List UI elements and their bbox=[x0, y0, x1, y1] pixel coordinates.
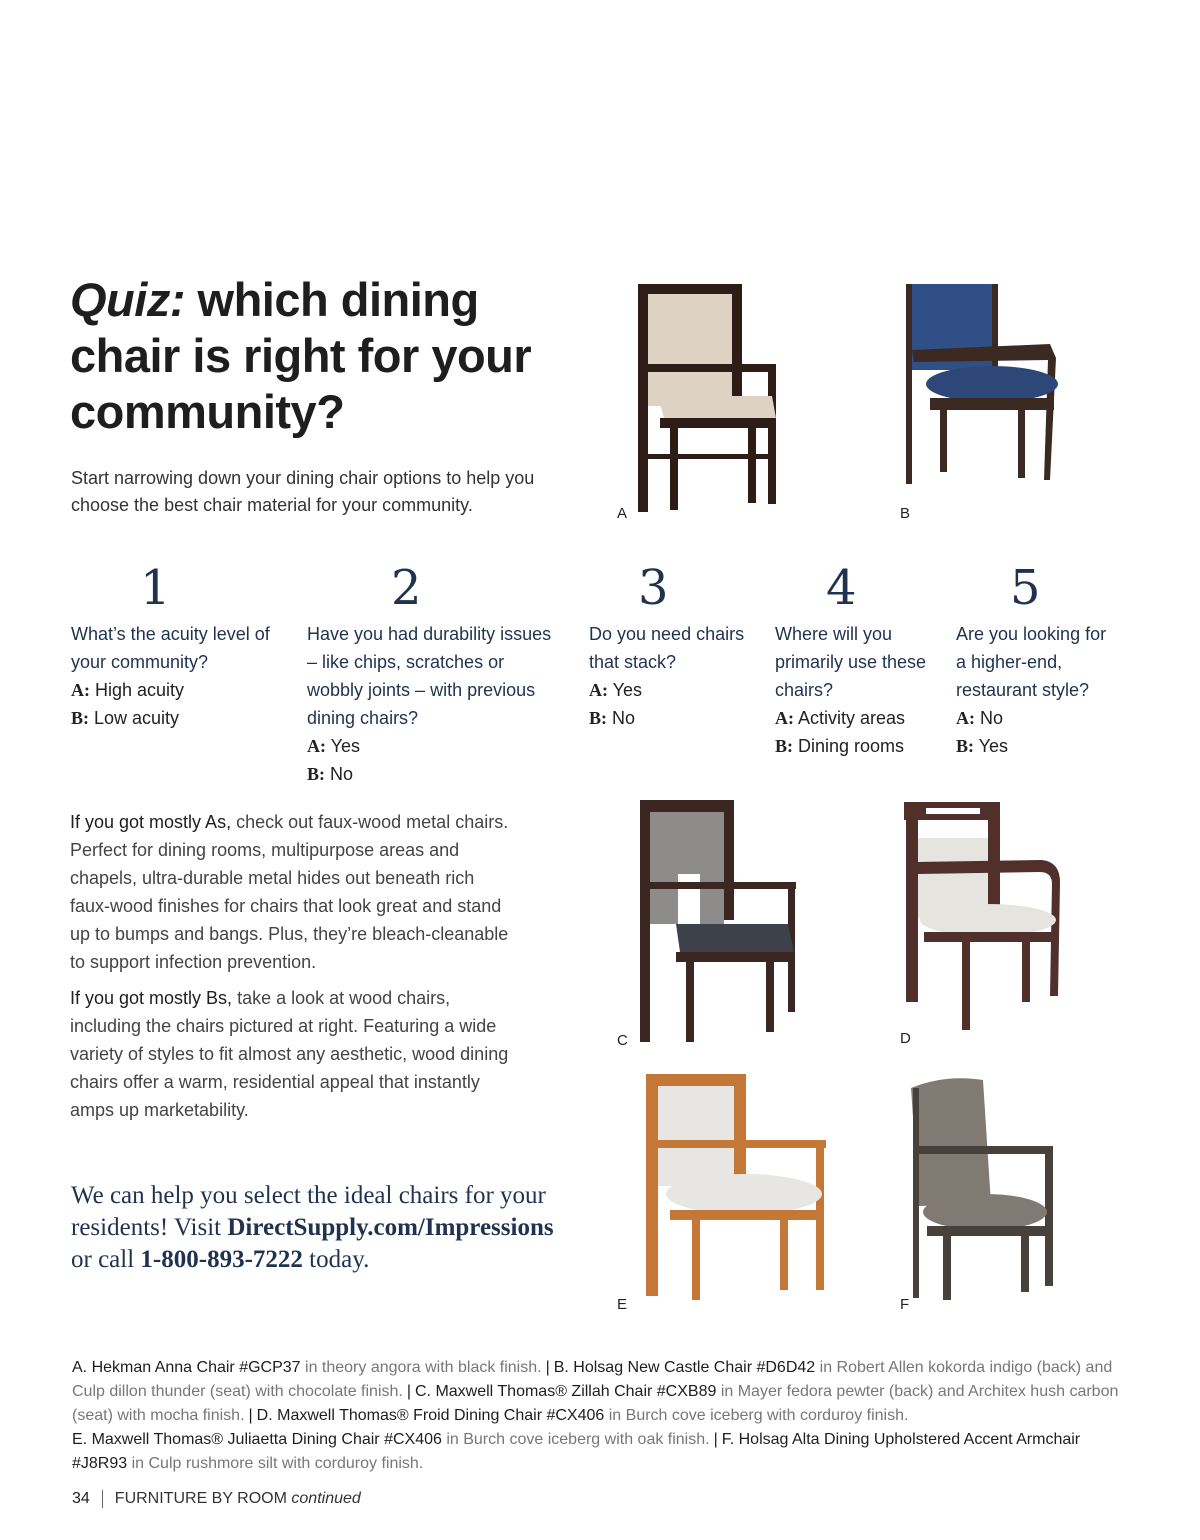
question-text: Where will you primarily use these chairs? bbox=[775, 624, 927, 700]
chair-label-d: D bbox=[900, 1030, 911, 1047]
caption-separator: | bbox=[248, 1407, 253, 1424]
chair-label-a: A bbox=[617, 505, 628, 522]
caption-name: C. Maxwell Thomas® Zillah Chair #CXB89 bbox=[415, 1383, 717, 1400]
caption-separator: | bbox=[406, 1383, 411, 1400]
cta-text: We can help you select the ideal chairs for your residents! Visit bbox=[71, 1182, 546, 1241]
caption-name: E. Maxwell Thomas® Juliaetta Dining Chair #CX406 bbox=[72, 1431, 442, 1448]
answer-text: Yes bbox=[974, 736, 1009, 756]
section-continued: continued bbox=[291, 1490, 361, 1508]
chair-c-image bbox=[636, 800, 806, 1045]
answer-letter: B: bbox=[71, 708, 89, 728]
cta-text: or call bbox=[71, 1246, 141, 1273]
answer-text: Yes bbox=[326, 736, 361, 756]
question-text: Do you need chairs that stack? bbox=[589, 624, 745, 672]
caption-name: F. Holsag Alta Dining Upholstered Accent Armchair #J8R93 bbox=[72, 1431, 1081, 1472]
caption-desc: in Mayer fedora pewter (back) and Architex hush carbon (seat) with mocha finish. bbox=[72, 1383, 1119, 1424]
chair-label-e: E bbox=[617, 1296, 628, 1313]
answer-text: Activity areas bbox=[794, 708, 906, 728]
chair-label-b: B bbox=[900, 505, 911, 522]
answer-letter: A: bbox=[71, 680, 90, 700]
answer-letter: A: bbox=[307, 736, 326, 756]
answer-letter: A: bbox=[956, 708, 975, 728]
question-number: 3 bbox=[638, 560, 669, 616]
page-title bbox=[70, 272, 570, 440]
page-footer bbox=[72, 1490, 361, 1508]
chair-f-image bbox=[905, 1074, 1065, 1304]
question-text: Are you looking for a higher-end, restaurant style? bbox=[956, 624, 1107, 700]
question-2 bbox=[307, 560, 562, 788]
caption-name: A. Hekman Anna Chair #GCP37 bbox=[72, 1359, 301, 1376]
footer-divider bbox=[102, 1490, 103, 1508]
page-number: 34 bbox=[72, 1490, 90, 1508]
answer-letter: B: bbox=[956, 736, 974, 756]
answer-a bbox=[71, 676, 286, 704]
answer-b bbox=[71, 704, 286, 732]
answer-b bbox=[956, 732, 1116, 760]
result-mostly-b bbox=[70, 984, 510, 1124]
question-number: 1 bbox=[140, 560, 171, 616]
question-3 bbox=[589, 560, 754, 732]
question-number: 5 bbox=[1010, 560, 1041, 616]
question-text: What’s the acuity level of your community? bbox=[71, 624, 270, 672]
answer-letter: A: bbox=[589, 680, 608, 700]
result-text: check out faux-wood metal chairs. Perfect for dining rooms, multipurpose areas and chapels, ultra-durable metal hides out beneath rich faux-wood finishes for chairs that look great and stand up to bumps and bangs. Plus, they’re bleach-cleanable to support infection prevention. bbox=[70, 812, 509, 972]
answer-b bbox=[775, 732, 940, 760]
question-number: 2 bbox=[391, 560, 422, 616]
caption-name: D. Maxwell Thomas® Froid Dining Chair #CX406 bbox=[256, 1407, 605, 1424]
caption-separator: | bbox=[545, 1359, 550, 1376]
chair-label-c: C bbox=[617, 1032, 628, 1049]
product-captions bbox=[72, 1356, 1132, 1476]
question-number: 4 bbox=[826, 560, 857, 616]
cta-phone-number[interactable]: 1-800-893-7222 bbox=[140, 1246, 303, 1273]
result-lead: If you got mostly As, bbox=[70, 812, 232, 832]
answer-letter: B: bbox=[589, 708, 607, 728]
answer-a bbox=[956, 704, 1116, 732]
result-mostly-a bbox=[70, 808, 510, 976]
answer-a bbox=[589, 676, 754, 704]
result-lead: If you got mostly Bs, bbox=[70, 988, 233, 1008]
question-4 bbox=[775, 560, 940, 760]
answer-letter: A: bbox=[775, 708, 794, 728]
result-text: take a look at wood chairs, including the chairs pictured at right. Featuring a wide variety of styles to fit almost any aesthetic, wood dining chairs offer a warm, residential appeal that instantly amps up marketability. bbox=[70, 988, 509, 1120]
answer-text: Low acuity bbox=[89, 708, 180, 728]
section-name: FURNITURE BY ROOM bbox=[114, 1490, 287, 1508]
intro-text: Start narrowing down your dining chair options to help you choose the best chair material for your community. bbox=[71, 468, 535, 515]
title-quiz-word: Quiz: bbox=[70, 273, 185, 326]
caption-desc: in Burch cove iceberg with oak finish. bbox=[441, 1431, 710, 1448]
answer-text: Yes bbox=[608, 680, 643, 700]
chair-b-image bbox=[900, 280, 1070, 500]
answer-text: High acuity bbox=[90, 680, 185, 700]
answer-a bbox=[307, 732, 562, 760]
chair-label-f: F bbox=[900, 1296, 910, 1313]
cta-website-link[interactable]: DirectSupply.com/Impressions bbox=[227, 1214, 554, 1241]
answer-b bbox=[307, 760, 562, 788]
answer-b bbox=[589, 704, 754, 732]
question-text: Have you had durability issues – like chips, scratches or wobbly joints – with previous dining chairs? bbox=[307, 624, 552, 728]
caption-desc: in theory angora with black finish. bbox=[300, 1359, 542, 1376]
call-to-action bbox=[71, 1180, 571, 1276]
caption-separator: | bbox=[713, 1431, 718, 1448]
answer-text: No bbox=[975, 708, 1004, 728]
title-text: which dining chair is right for your community? bbox=[70, 273, 532, 438]
answer-letter: B: bbox=[775, 736, 793, 756]
chair-e-image bbox=[640, 1072, 830, 1307]
answer-text: No bbox=[607, 708, 636, 728]
caption-desc: in Burch cove iceberg with corduroy finish. bbox=[604, 1407, 909, 1424]
chair-a-image bbox=[630, 278, 780, 518]
answer-text: Dining rooms bbox=[793, 736, 905, 756]
caption-desc: in Robert Allen kokorda indigo (back) and Culp dillon thunder (seat) with chocolate finish. bbox=[72, 1359, 1113, 1400]
answer-letter: B: bbox=[307, 764, 325, 784]
caption-name: B. Holsag New Castle Chair #D6D42 bbox=[553, 1359, 816, 1376]
chair-d-image bbox=[902, 800, 1067, 1035]
question-5 bbox=[956, 560, 1116, 760]
caption-desc: in Culp rushmore silt with corduroy finish. bbox=[127, 1455, 424, 1472]
cta-text: today. bbox=[302, 1246, 370, 1273]
answer-a bbox=[775, 704, 940, 732]
answer-text: No bbox=[325, 764, 354, 784]
question-1 bbox=[71, 560, 286, 732]
